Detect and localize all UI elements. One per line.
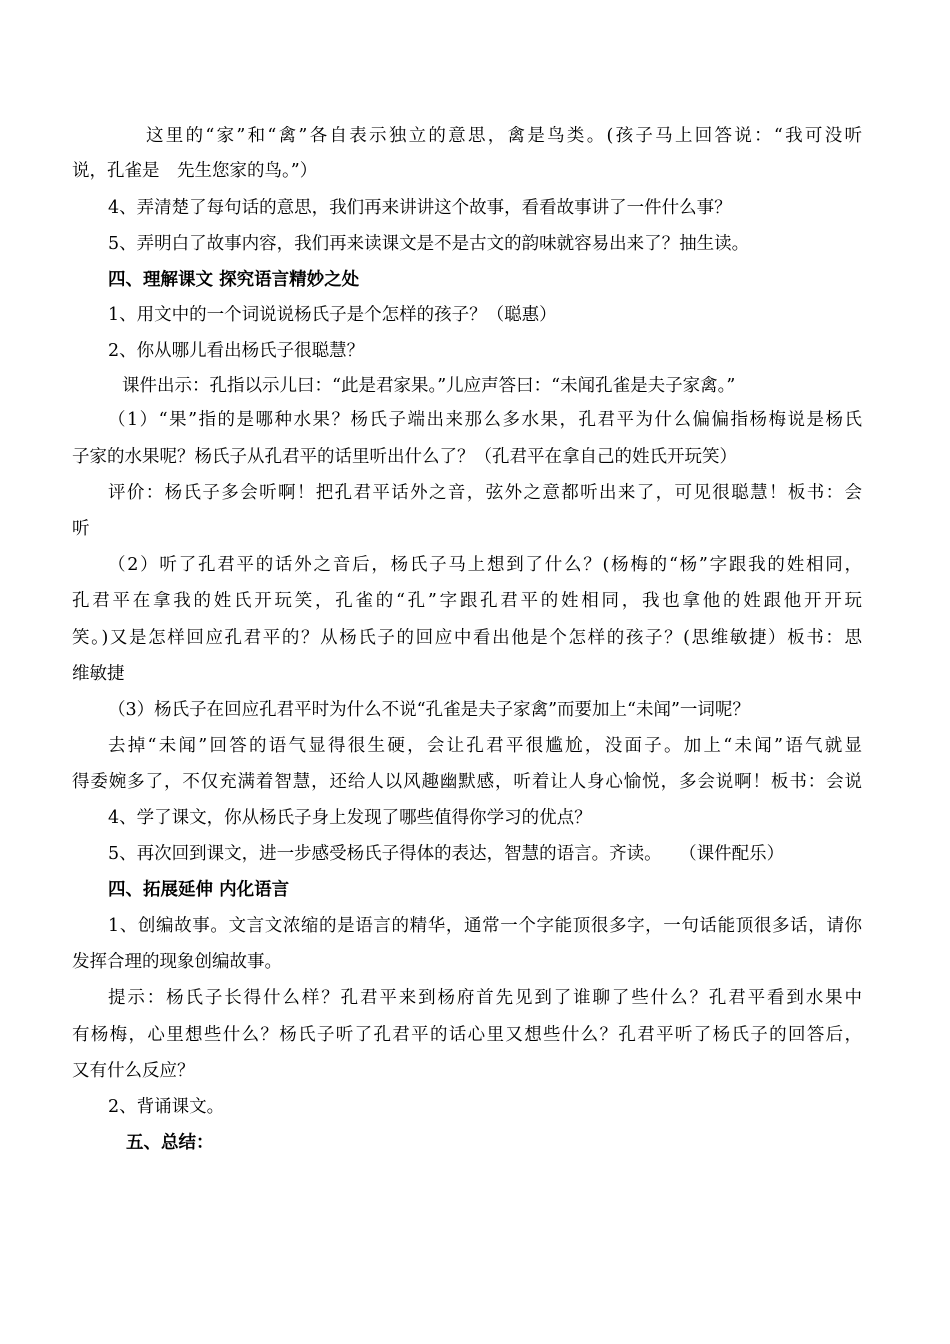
- paragraph-line: 得委婉多了，不仅充满着智慧，还给人以风趣幽默感，听着让人身心愉悦，多会说啊！板书：会说: [72, 772, 862, 792]
- paragraph-line: 4、学了课文，你从杨氏子身上发现了哪些值得你学习的优点？: [108, 808, 592, 828]
- paragraph-line: 去掉“未闻”回答的语气显得很生硬，会让孔君平很尴尬，没面子。加上“未闻”语气就显: [108, 736, 862, 756]
- paragraph-line: 5、弄明白了故事内容，我们再来读课文是不是古文的韵味就容易出来了？抽生读。: [108, 234, 750, 254]
- paragraph-line: 听: [72, 519, 90, 539]
- paragraph-line: 提示：杨氏子长得什么样？孔君平来到杨府首先见到了谁聊了些什么？孔君平看到水果中: [108, 988, 862, 1008]
- paragraph-line: 有杨梅，心里想些什么？杨氏子听了孔君平的话心里又想些什么？孔君平听了杨氏子的回答后，: [72, 1025, 862, 1045]
- paragraph-line: 2、背诵课文。: [108, 1097, 225, 1117]
- paragraph-line: （2）听了孔君平的话外之音后，杨氏子马上想到了什么？(杨梅的“杨”字跟我的姓相同，: [108, 555, 862, 575]
- paragraph-line: （1）“果”指的是哪种水果？杨氏子端出来那么多水果，孔君平为什么偏偏指杨梅说是杨氏: [108, 410, 862, 430]
- section-heading: 四、拓展延伸 内化语言: [108, 880, 290, 900]
- paragraph-line: 说，孔雀是 先生您家的鸟。”）: [72, 161, 318, 181]
- paragraph-line: 5、再次回到课文，进一步感受杨氏子得体的表达，智慧的语言。齐读。 （课件配乐）: [108, 844, 785, 864]
- paragraph-line: 评价：杨氏子多会听啊！把孔君平话外之音，弦外之意都听出来了，可见很聪慧！板书：会: [108, 483, 862, 503]
- paragraph-line: 这里的“家”和“禽”各自表示独立的意思，禽是鸟类。(孩子马上回答说：“我可没听: [146, 126, 862, 146]
- paragraph-line: 笑。)又是怎样回应孔君平的？从杨氏子的回应中看出他是个怎样的孩子？(思维敏捷）板书：思: [72, 628, 862, 648]
- paragraph-line: 课件出示：孔指以示儿曰：“此是君家果。”儿应声答曰：“未闻孔雀是夫子家禽。”: [122, 376, 736, 396]
- paragraph-line: （3）杨氏子在回应孔君平时为什么不说“孔雀是夫子家禽”而要加上“未闻”一词呢？: [108, 700, 750, 720]
- paragraph-line: 子家的水果呢？杨氏子从孔君平的话里听出什么了？（孔君平在拿自己的姓氏开玩笑）: [72, 447, 737, 467]
- paragraph-line: 又有什么反应？: [72, 1061, 195, 1081]
- section-heading: 五、总结：: [126, 1133, 214, 1153]
- section-heading: 四、理解课文 探究语言精妙之处: [108, 270, 360, 290]
- paragraph-line: 1、创编故事。文言文浓缩的是语言的精华，通常一个字能顶很多字，一句话能顶很多话，请你: [108, 916, 862, 936]
- paragraph-line: 孔君平在拿我的姓氏开玩笑，孔雀的“孔”字跟孔君平的姓相同，我也拿他的姓跟他开开玩: [72, 591, 862, 611]
- paragraph-line: 发挥合理的现象创编故事。: [72, 952, 282, 972]
- paragraph-line: 2、你从哪儿看出杨氏子很聪慧？: [108, 341, 365, 361]
- paragraph-line: 1、用文中的一个词说说杨氏子是个怎样的孩子？（聪惠）: [108, 305, 557, 325]
- paragraph-line: 4、弄清楚了每句话的意思，我们再来讲讲这个故事，看看故事讲了一件什么事？: [108, 198, 732, 218]
- paragraph-line: 维敏捷: [72, 664, 125, 684]
